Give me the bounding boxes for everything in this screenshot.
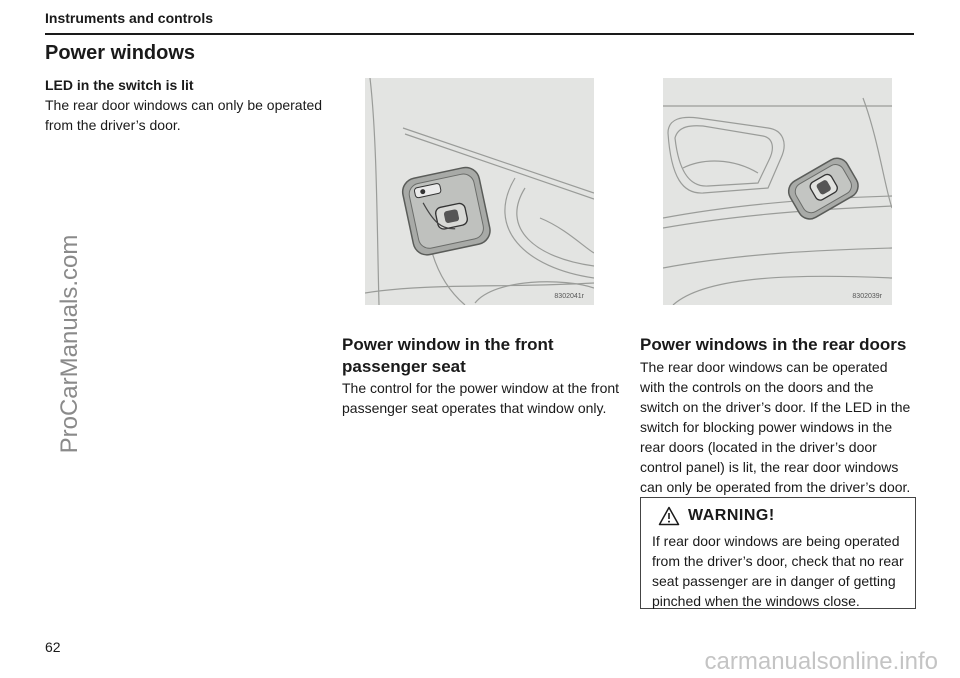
bottom-watermark: carmanualsonline.info xyxy=(704,648,938,675)
front-figure-code: 8302041r xyxy=(554,293,584,300)
warning-text: If rear door windows are being operated from the driver’s door, check that no rear seat passenger are in danger of getting pinched when the windows close. xyxy=(652,533,904,609)
warning-triangle-icon xyxy=(658,506,680,526)
page-title: Power windows xyxy=(45,42,196,64)
rear-doors-heading: Power windows in the rear doors xyxy=(640,335,907,354)
rear-figure-code: 8302039r xyxy=(852,293,882,300)
led-text: The rear door windows can only be operated from the driver’s door. xyxy=(45,97,323,133)
led-subheading: LED in the switch is lit xyxy=(45,77,194,93)
section-header: Instruments and controls xyxy=(45,10,214,26)
warning-box xyxy=(640,497,916,609)
side-watermark: ProCarManuals.com xyxy=(56,234,83,454)
front-door-drawing xyxy=(365,78,594,305)
front-door-illustration xyxy=(365,78,594,305)
front-passenger-heading: Power window in the front passenger seat xyxy=(342,335,554,376)
warning-title: WARNING! xyxy=(688,507,775,524)
rear-door-drawing xyxy=(663,78,892,305)
rear-doors-text: The rear door windows can be operated with the controls on the doors and the switch on the driver’s door. If the LED in the switch for blocking power windows in the rear doors (located in the driver’s door control panel) is lit, the rear door windows can only be operated from the driver’s door. xyxy=(640,359,911,495)
page-number: 62 xyxy=(45,639,61,655)
rear-door-illustration xyxy=(663,78,892,305)
led-info-block xyxy=(45,75,330,135)
warning-heading xyxy=(658,506,904,526)
front-passenger-text: The control for the power window at the front passenger seat operates that window only. xyxy=(342,380,620,416)
header-rule xyxy=(45,33,914,35)
